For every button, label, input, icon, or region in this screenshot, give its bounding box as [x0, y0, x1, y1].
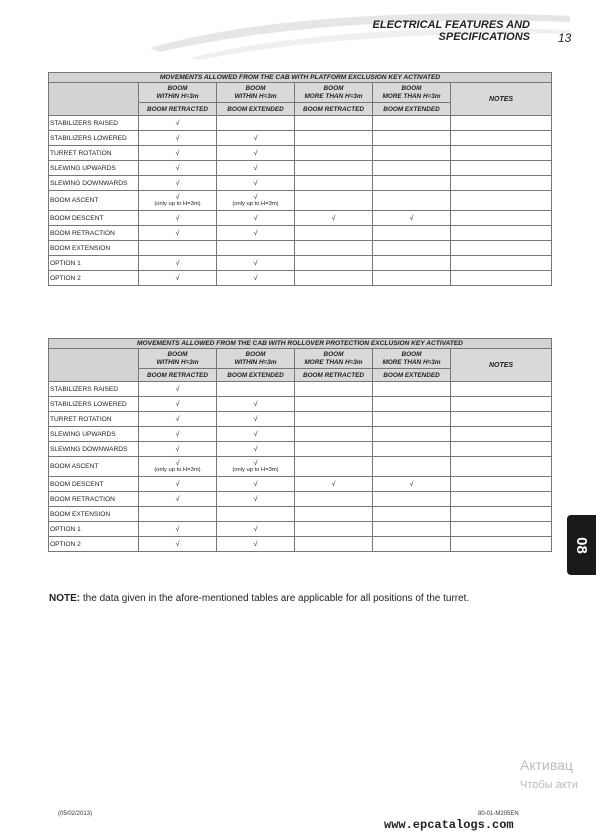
column-header: BOOM MORE THAN H=3m [295, 83, 373, 103]
table-row [49, 256, 552, 271]
table-cell [295, 256, 373, 271]
site-watermark: www.epcatalogs.com [384, 818, 514, 832]
table-cell [295, 457, 373, 477]
table-row [49, 226, 552, 241]
table-cell [295, 397, 373, 412]
cell-subnote: (only up to H=3m) [232, 466, 279, 473]
check-mark: √ [253, 274, 258, 282]
table-cell [295, 382, 373, 397]
table-cell [217, 427, 295, 442]
section-tab-label: 08 [573, 536, 590, 554]
notes-cell [451, 161, 552, 176]
notes-cell [451, 241, 552, 256]
table-cell [139, 382, 217, 397]
table-cell [217, 492, 295, 507]
table-row [49, 522, 552, 537]
activation-overlay-line1: Активац [520, 757, 573, 773]
column-header: BOOM MORE THAN H=3m [373, 83, 451, 103]
table-cell [217, 397, 295, 412]
table-cell [139, 161, 217, 176]
table-cell [139, 442, 217, 457]
table-cell [373, 271, 451, 286]
check-mark: √ [175, 415, 180, 423]
notes-cell [451, 522, 552, 537]
table-cell [295, 271, 373, 286]
check-mark: √ [175, 385, 180, 393]
table-cell [217, 241, 295, 256]
notes-cell [451, 427, 552, 442]
check-mark: √ [175, 540, 180, 548]
table-row [49, 211, 552, 226]
table-row [49, 442, 552, 457]
notes-cell [451, 131, 552, 146]
check-mark: √ [253, 445, 258, 453]
note-text: the data given in the afore-mentioned tables are applicable for all positions of the turret. [80, 593, 470, 604]
table-cell [217, 457, 295, 477]
table-cell [139, 537, 217, 552]
column-header: BOOM WITHIN H=3m [217, 349, 295, 369]
check-mark: √ [175, 525, 180, 533]
check-mark: √ [253, 495, 258, 503]
table-cell [139, 457, 217, 477]
check-mark: √ [253, 149, 258, 157]
table-row [49, 131, 552, 146]
table-cell [217, 477, 295, 492]
column-header: BOOM MORE THAN H=3m [373, 349, 451, 369]
table-cell [217, 161, 295, 176]
column-header: BOOM WITHIN H=3m [139, 349, 217, 369]
table-cell [139, 191, 217, 211]
notes-cell [451, 477, 552, 492]
row-label: OPTION 2 [49, 271, 139, 286]
row-label: STABILIZERS RAISED [49, 382, 139, 397]
table-cell [295, 412, 373, 427]
notes-cell [451, 457, 552, 477]
check-mark: √ [253, 540, 258, 548]
table-cell [295, 191, 373, 211]
notes-cell [451, 176, 552, 191]
notes-header: NOTES [451, 349, 552, 382]
table-cell [373, 131, 451, 146]
row-label: STABILIZERS RAISED [49, 116, 139, 131]
table-cell [295, 507, 373, 522]
table-cell [217, 537, 295, 552]
table-cell [217, 131, 295, 146]
row-label: BOOM EXTENSION [49, 241, 139, 256]
column-subheader: BOOM RETRACTED [295, 369, 373, 382]
check-mark: √ [175, 480, 180, 488]
table-cell [373, 492, 451, 507]
row-label: SLEWING DOWNWARDS [49, 176, 139, 191]
column-subheader: BOOM EXTENDED [217, 103, 295, 116]
table-body [49, 382, 552, 552]
table-cell [295, 226, 373, 241]
table-cell [217, 226, 295, 241]
table-cell [217, 256, 295, 271]
row-label: STABILIZERS LOWERED [49, 397, 139, 412]
table-row [49, 271, 552, 286]
notes-cell [451, 397, 552, 412]
notes-cell [451, 211, 552, 226]
table-cell [295, 176, 373, 191]
table-cell [217, 146, 295, 161]
check-mark: √ [175, 229, 180, 237]
column-subheader: BOOM RETRACTED [295, 103, 373, 116]
row-label: SLEWING DOWNWARDS [49, 442, 139, 457]
table-cell [373, 412, 451, 427]
check-mark: √ [175, 400, 180, 408]
table-row [49, 412, 552, 427]
note-prefix: NOTE: [49, 593, 81, 604]
notes-cell [451, 492, 552, 507]
check-mark: √ [175, 214, 180, 222]
row-label: OPTION 1 [49, 522, 139, 537]
footnote [49, 593, 469, 604]
table-cell [295, 131, 373, 146]
check-mark: √ [175, 193, 180, 201]
row-label: BOOM DESCENT [49, 477, 139, 492]
table-cell [295, 492, 373, 507]
table-cell [373, 427, 451, 442]
table-row [49, 477, 552, 492]
check-mark: √ [175, 459, 180, 467]
check-mark: √ [331, 480, 336, 488]
notes-cell [451, 412, 552, 427]
check-mark: √ [253, 193, 258, 201]
table-cell [373, 457, 451, 477]
notes-cell [451, 116, 552, 131]
check-mark: √ [175, 259, 180, 267]
notes-cell [451, 271, 552, 286]
notes-cell [451, 226, 552, 241]
check-mark: √ [175, 445, 180, 453]
movements-table-platform [48, 72, 552, 286]
table-cell [373, 477, 451, 492]
table-cell [139, 397, 217, 412]
table-row [49, 241, 552, 256]
table-cell [217, 116, 295, 131]
table-cell [139, 492, 217, 507]
row-label: OPTION 2 [49, 537, 139, 552]
table-cell [139, 131, 217, 146]
check-mark: √ [253, 134, 258, 142]
table-cell [295, 537, 373, 552]
notes-cell [451, 256, 552, 271]
table-cell [373, 146, 451, 161]
table-cell [139, 412, 217, 427]
table-row [49, 116, 552, 131]
table-cell [139, 507, 217, 522]
column-header: BOOM WITHIN H=3m [139, 83, 217, 103]
table-cell [295, 477, 373, 492]
table-corner [49, 83, 139, 116]
table-caption: MOVEMENTS ALLOWED FROM THE CAB WITH ROLLOVER PROTECTION EXCLUSION KEY ACTIVATED [49, 339, 552, 349]
table-cell [373, 256, 451, 271]
table-row [49, 537, 552, 552]
table-cell [373, 226, 451, 241]
table-cell [295, 442, 373, 457]
column-subheader: BOOM EXTENDED [373, 103, 451, 116]
table-cell [373, 161, 451, 176]
header-title-line1: ELECTRICAL FEATURES AND [372, 19, 530, 31]
table-cell [217, 211, 295, 226]
table-cell [295, 146, 373, 161]
table-cell [217, 271, 295, 286]
table-cell [295, 116, 373, 131]
check-mark: √ [253, 259, 258, 267]
table-cell [373, 507, 451, 522]
table-cell [217, 442, 295, 457]
check-mark: √ [175, 149, 180, 157]
table-cell [139, 116, 217, 131]
table-cell [373, 211, 451, 226]
table-cell [139, 146, 217, 161]
column-subheader: BOOM EXTENDED [373, 369, 451, 382]
footer-code: 80-01-M205EN [478, 811, 519, 817]
notes-header: NOTES [451, 83, 552, 116]
check-mark: √ [253, 179, 258, 187]
activation-overlay-line2: Чтобы акти [520, 779, 578, 791]
check-mark: √ [253, 164, 258, 172]
notes-cell [451, 382, 552, 397]
column-header: BOOM WITHIN H=3m [217, 83, 295, 103]
table-cell [295, 241, 373, 256]
table-cell [373, 522, 451, 537]
table-row [49, 191, 552, 211]
column-header: BOOM MORE THAN H=3m [295, 349, 373, 369]
table-row [49, 397, 552, 412]
table-cell [217, 382, 295, 397]
table-row [49, 146, 552, 161]
check-mark: √ [175, 134, 180, 142]
notes-cell [451, 507, 552, 522]
notes-cell [451, 146, 552, 161]
table-cell [373, 191, 451, 211]
table-caption: MOVEMENTS ALLOWED FROM THE CAB WITH PLATFORM EXCLUSION KEY ACTIVATED [49, 73, 552, 83]
check-mark: √ [253, 480, 258, 488]
table-cell [217, 191, 295, 211]
table-cell [373, 241, 451, 256]
table-cell [139, 256, 217, 271]
check-mark: √ [175, 274, 180, 282]
row-label: BOOM DESCENT [49, 211, 139, 226]
check-mark: √ [253, 430, 258, 438]
row-label: OPTION 1 [49, 256, 139, 271]
check-mark: √ [253, 525, 258, 533]
movements-table-rollover [48, 338, 552, 552]
table-row [49, 457, 552, 477]
footer-date: (05/02/2013) [58, 811, 93, 817]
notes-cell [451, 537, 552, 552]
row-label: BOOM EXTENSION [49, 507, 139, 522]
table-cell [139, 211, 217, 226]
table-row [49, 382, 552, 397]
table-cell [139, 427, 217, 442]
table-cell [295, 427, 373, 442]
column-subheader: BOOM RETRACTED [139, 369, 217, 382]
cell-subnote: (only up to H=3m) [232, 200, 279, 207]
check-mark: √ [253, 459, 258, 467]
check-mark: √ [409, 480, 414, 488]
row-label: BOOM RETRACTION [49, 492, 139, 507]
cell-subnote: (only up to H=3m) [154, 200, 201, 207]
table-cell [139, 226, 217, 241]
table-cell [373, 176, 451, 191]
table-row [49, 492, 552, 507]
table-cell [139, 522, 217, 537]
column-subheader: BOOM RETRACTED [139, 103, 217, 116]
row-label: BOOM RETRACTION [49, 226, 139, 241]
table-cell [373, 537, 451, 552]
check-mark: √ [409, 214, 414, 222]
table-cell [373, 116, 451, 131]
check-mark: √ [175, 430, 180, 438]
table-cell [217, 412, 295, 427]
row-label: SLEWING UPWARDS [49, 427, 139, 442]
row-label: BOOM ASCENT [49, 191, 139, 211]
page-number: 13 [558, 31, 572, 45]
row-label: STABILIZERS LOWERED [49, 131, 139, 146]
table-cell [139, 271, 217, 286]
table-row [49, 427, 552, 442]
table-cell [295, 211, 373, 226]
check-mark: √ [253, 214, 258, 222]
check-mark: √ [331, 214, 336, 222]
table-cell [373, 382, 451, 397]
table-cell [295, 161, 373, 176]
column-subheader: BOOM EXTENDED [217, 369, 295, 382]
check-mark: √ [175, 164, 180, 172]
row-label: TURRET ROTATION [49, 412, 139, 427]
check-mark: √ [253, 400, 258, 408]
header-title-line2: SPECIFICATIONS [438, 31, 530, 43]
table-row [49, 161, 552, 176]
table-cell [139, 477, 217, 492]
table-row [49, 507, 552, 522]
check-mark: √ [253, 415, 258, 423]
table-cell [139, 241, 217, 256]
check-mark: √ [175, 119, 180, 127]
page-header-title [373, 19, 530, 43]
row-label: TURRET ROTATION [49, 146, 139, 161]
notes-cell [451, 442, 552, 457]
table-cell [373, 397, 451, 412]
check-mark: √ [175, 495, 180, 503]
table-row [49, 176, 552, 191]
table-cell [217, 176, 295, 191]
table-cell [295, 522, 373, 537]
table-body [49, 116, 552, 286]
table-cell [373, 442, 451, 457]
table-corner [49, 349, 139, 382]
row-label: SLEWING UPWARDS [49, 161, 139, 176]
row-label: BOOM ASCENT [49, 457, 139, 477]
table-cell [217, 507, 295, 522]
section-tab [567, 515, 596, 575]
notes-cell [451, 191, 552, 211]
cell-subnote: (only up to H=3m) [154, 466, 201, 473]
table-cell [139, 176, 217, 191]
table-cell [217, 522, 295, 537]
check-mark: √ [253, 229, 258, 237]
check-mark: √ [175, 179, 180, 187]
